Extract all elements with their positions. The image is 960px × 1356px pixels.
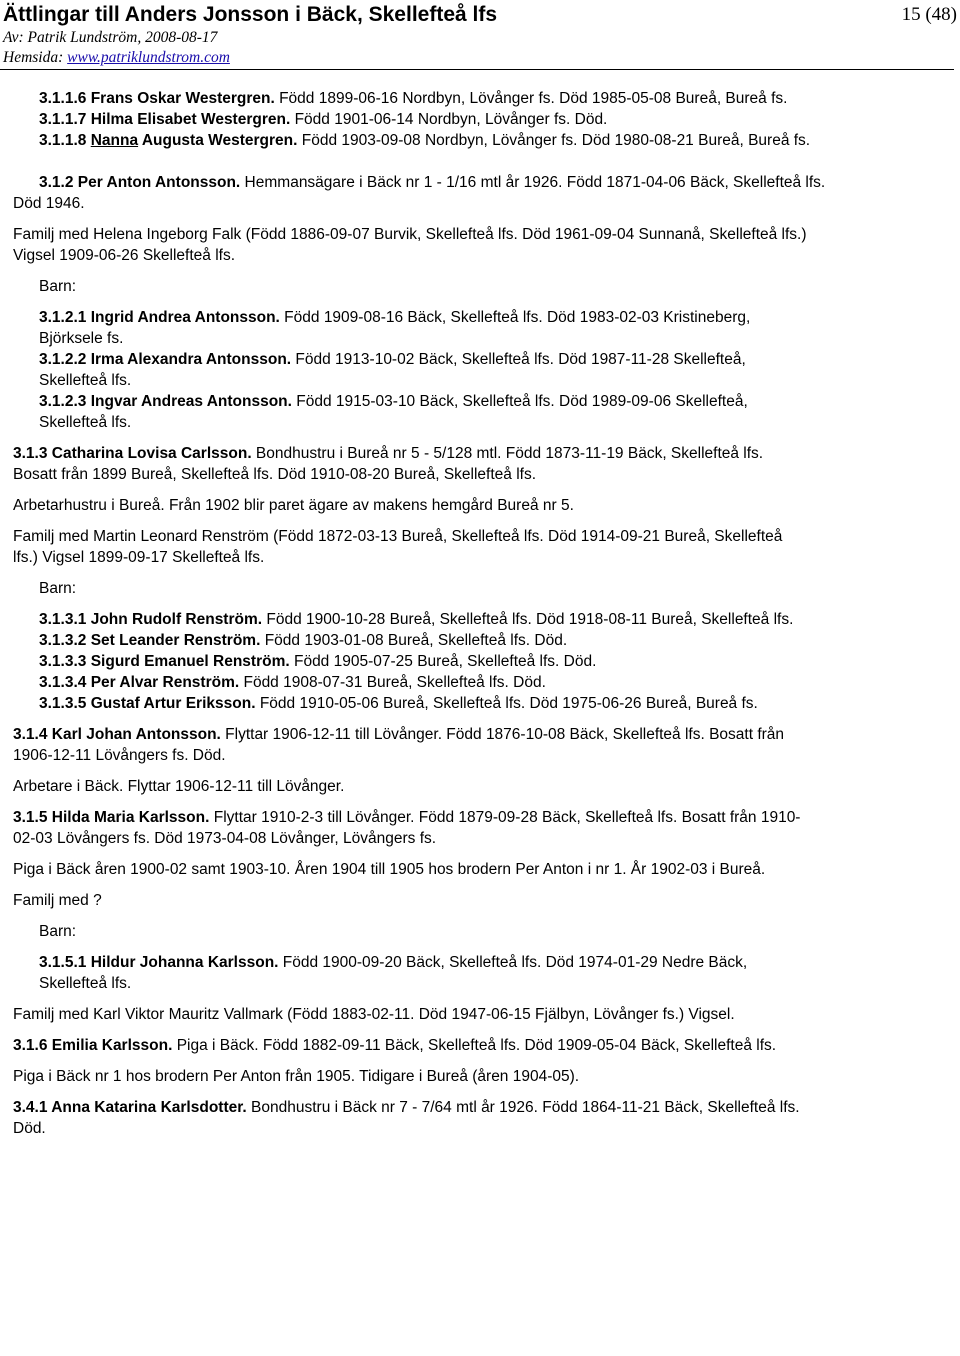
child-3-1-2-1 [13,307,948,328]
spacer [13,599,948,609]
child-text-continued: Skellefteå lfs. [39,372,132,389]
entry-text: Född 1901-06-14 Nordbyn, Lövånger fs. Död. [290,111,608,128]
entry-number: 3.1.1.8 [39,132,91,149]
entry-name: 3.1.1.6 Frans Oskar Westergren. [39,90,275,107]
page-number: 15 (48) [901,4,957,25]
entry-name: 3.1.4 Karl Johan Antonsson. [13,726,221,743]
entry-name: Augusta Westergren. [138,132,298,149]
entry-3-1-5 [13,807,948,828]
child-text: Född 1915-03-10 Bäck, Skellefteå lfs. Död 1989-09-06 Skellefteå, [291,393,748,410]
family-line: Familj med Karl Viktor Mauritz Vallmark (Född 1883-02-11. Död 1947-06-15 Fjälbyn, Lövånger fs.) Vigsel. [13,1006,735,1023]
entry-3-1-2 [13,172,948,193]
child-name: 3.1.2.2 Irma Alexandra Antonsson. [39,351,292,368]
family-line: Familj med Helena Ingeborg Falk (Född 1886-09-07 Burvik, Skellefteå lfs. Död 1961-09-04 Sunnanå, Skellefteå lfs.) [13,226,807,243]
spacer [13,1025,948,1035]
spacer [13,911,948,921]
website-line [3,48,957,68]
child-name: 3.1.3.3 Sigurd Emanuel Renström. [39,653,290,670]
marriage-line: lfs.) Vigsel 1899-09-17 Skellefteå lfs. [13,549,265,566]
child-text: Född 1903-01-08 Bureå, Skellefteå lfs. Död. [260,632,568,649]
entry-3-1-1-6 [13,88,948,109]
child-text-continued: Skellefteå lfs. [39,414,132,431]
spacer [13,214,948,224]
spacer [13,880,948,890]
author-line: Av: Patrik Lundström, 2008-08-17 [3,29,218,46]
spacer [13,433,948,443]
website-label: Hemsida: [3,49,68,66]
entry-3-4-1 [13,1097,948,1118]
spacer [13,849,948,859]
page-header [3,0,957,68]
child-3-1-5-1 [13,952,948,973]
child-name: 3.1.3.1 John Rudolf Renström. [39,611,263,628]
entry-3-1-1-8 [13,130,948,151]
child-3-1-3-2 [13,630,948,651]
entry-text-continued: 1906-12-11 Lövångers fs. Död. [13,747,226,764]
entry-text-continued: Bosatt från 1899 Bureå, Skellefteå lfs. Död 1910-08-20 Bureå, Skellefteå lfs. [13,466,537,483]
child-name: 3.1.2.1 Ingrid Andrea Antonsson. [39,309,280,326]
entry-name: 3.1.3 Catharina Lovisa Carlsson. [13,445,252,462]
entry-name: 3.4.1 Anna Katarina Karlsdotter. [13,1099,247,1116]
child-3-1-3-1 [13,609,948,630]
child-text: Född 1905-07-25 Bureå, Skellefteå lfs. Död. [289,653,597,670]
entry-text-continued: Död 1946. [13,195,85,212]
entry-name-underlined: Nanna [90,132,139,149]
children-heading: Barn: [39,278,77,295]
entry-3-1-3 [13,443,948,464]
spacer [13,568,948,578]
entry-text: Piga i Bäck. Född 1882-09-11 Bäck, Skellefteå lfs. Död 1909-05-04 Bäck, Skellefteå lfs. [172,1037,777,1054]
child-name: 3.1.2.3 Ingvar Andreas Antonsson. [39,393,292,410]
spacer [13,297,948,307]
entry-3-1-4 [13,724,948,745]
spacer [13,942,948,952]
entry-3-1-6 [13,1035,948,1056]
child-text: Född 1909-08-16 Bäck, Skellefteå lfs. Död 1983-02-03 Kristineberg, [279,309,751,326]
entry-name: 3.1.6 Emilia Karlsson. [13,1037,173,1054]
entry-text: Bondhustru i Bureå nr 5 - 5/128 mtl. Född 1873-11-19 Bäck, Skellefteå lfs. [251,445,764,462]
child-name: 3.1.3.2 Set Leander Renström. [39,632,261,649]
spacer [13,485,948,495]
family-line: Familj med ? [13,892,102,909]
document-title: Ättlingar till Anders Jonsson i Bäck, Skellefteå lfs [3,3,498,26]
spacer [13,1087,948,1097]
family-line: Familj med Martin Leonard Renström (Född 1872-03-13 Bureå, Skellefteå lfs. Död 1914-09-21 Bureå, Skellefteå [13,528,783,545]
child-text: Född 1900-09-20 Bäck, Skellefteå lfs. Död 1974-01-29 Nedre Bäck, [278,954,748,971]
child-name: 3.1.3.5 Gustaf Artur Eriksson. [39,695,256,712]
entry-note: Arbetarhustru i Bureå. Från 1902 blir paret ägare av makens hemgård Bureå nr 5. [13,497,574,514]
entry-name: 3.1.5 Hilda Maria Karlsson. [13,809,210,826]
entry-3-1-1-7 [13,109,948,130]
child-text-continued: Björksele fs. [39,330,124,347]
child-text: Född 1900-10-28 Bureå, Skellefteå lfs. Död 1918-08-11 Bureå, Skellefteå lfs. [262,611,794,628]
child-3-1-3-4 [13,672,948,693]
entry-name: 3.1.1.7 Hilma Elisabet Westergren. [39,111,291,128]
entry-text: Flyttar 1910-2-3 till Lövånger. Född 1879-09-28 Bäck, Skellefteå lfs. Bosatt från 1910- [209,809,801,826]
child-3-1-3-3 [13,651,948,672]
header-rule [0,69,954,70]
child-text: Född 1910-05-06 Bureå, Skellefteå lfs. Död 1975-06-26 Bureå, Bureå fs. [255,695,758,712]
child-3-1-3-5 [13,693,948,714]
child-name: 3.1.3.4 Per Alvar Renström. [39,674,240,691]
child-name: 3.1.5.1 Hildur Johanna Karlsson. [39,954,279,971]
entry-text: Född 1899-06-16 Nordbyn, Lövånger fs. Död 1985-05-08 Bureå, Bureå fs. [274,90,788,107]
child-text: Född 1913-10-02 Bäck, Skellefteå lfs. Död 1987-11-28 Skellefteå, [291,351,746,368]
entry-note: Piga i Bäck åren 1900-02 samt 1903-10. Åren 1904 till 1905 hos brodern Per Anton i nr 1. År 1902-03 i Bureå. [13,861,766,878]
entry-text: Hemmansägare i Bäck nr 1 - 1/16 mtl år 1926. Född 1871-04-06 Bäck, Skellefteå lfs. [240,174,826,191]
entry-text-continued: 02-03 Lövångers fs. Död 1973-04-08 Lövånger, Lövångers fs. [13,830,437,847]
entry-note: Arbetare i Bäck. Flyttar 1906-12-11 till Lövånger. [13,778,345,795]
spacer [13,516,948,526]
entry-text: Född 1903-09-08 Nordbyn, Lövånger fs. Död 1980-08-21 Bureå, Bureå fs. [297,132,811,149]
children-heading: Barn: [39,580,77,597]
spacer [13,714,948,724]
entry-text: Flyttar 1906-12-11 till Lövånger. Född 1876-10-08 Bäck, Skellefteå lfs. Bosatt från [220,726,785,743]
child-text-continued: Skellefteå lfs. [39,975,132,992]
spacer [13,151,948,172]
spacer [13,994,948,1004]
website-link[interactable]: www.patriklundstrom.com [67,49,230,66]
entry-note: Piga i Bäck nr 1 hos brodern Per Anton från 1905. Tidigare i Bureå (åren 1904-05). [13,1068,580,1085]
entry-text-continued: Död. [13,1120,46,1137]
spacer [13,797,948,807]
children-heading: Barn: [39,923,77,940]
spacer [13,266,948,276]
entry-name: 3.1.2 Per Anton Antonsson. [39,174,241,191]
child-3-1-2-2 [13,349,948,370]
child-3-1-2-3 [13,391,948,412]
entry-text: Bondhustru i Bäck nr 7 - 7/64 mtl år 1926. Född 1864-11-21 Bäck, Skellefteå lfs. [246,1099,800,1116]
spacer [13,1056,948,1066]
child-text: Född 1908-07-31 Bureå, Skellefteå lfs. Död. [239,674,546,691]
document-body [13,88,948,1139]
marriage-line: Vigsel 1909-06-26 Skellefteå lfs. [13,247,236,264]
spacer [13,766,948,776]
